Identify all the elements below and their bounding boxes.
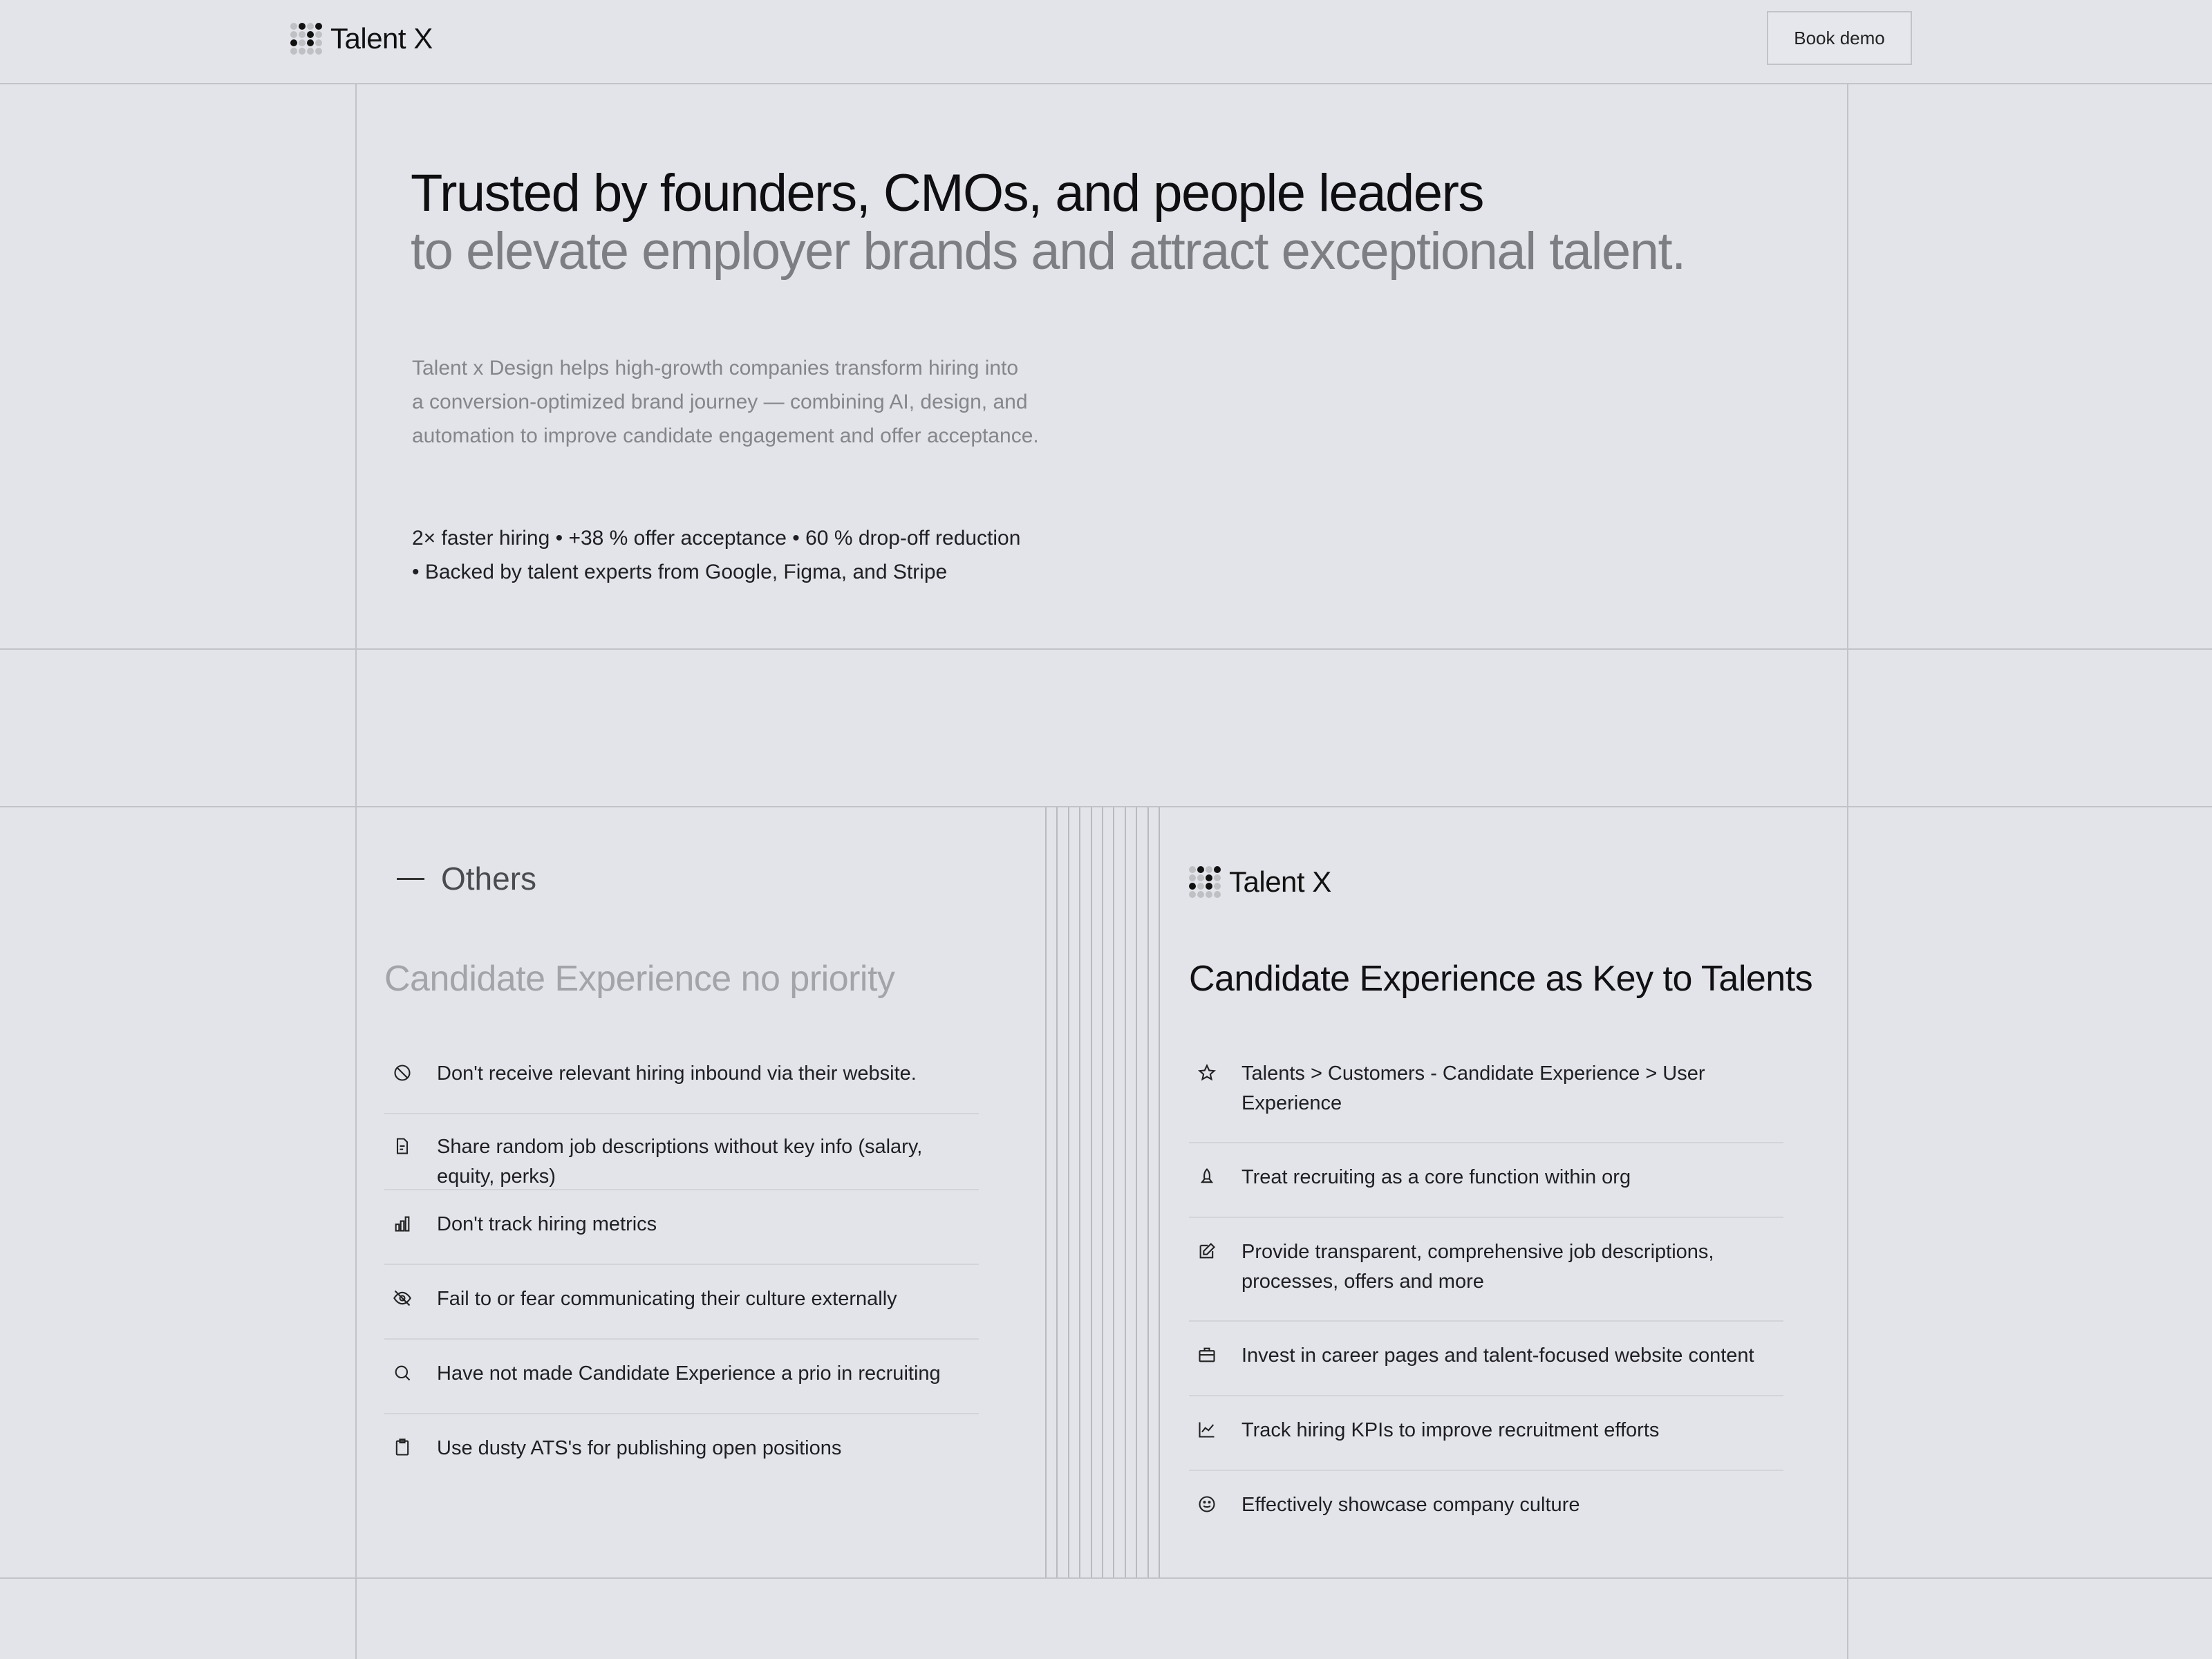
brand-logo[interactable]	[290, 22, 433, 55]
briefcase-icon	[1189, 1341, 1241, 1365]
ban-icon	[384, 1059, 437, 1082]
hero-stats-line1: 2× faster hiring • +38 % offer acceptance • 60 % drop-off reduction	[412, 527, 1021, 550]
logo-mark-icon	[290, 23, 322, 55]
header-divider	[0, 83, 2212, 84]
hero-title-line2: to elevate employer brands and attract exceptional talent.	[411, 222, 1685, 281]
talentx-title: Candidate Experience as Key to Talents	[1189, 959, 1813, 999]
line-chart-icon	[1189, 1416, 1241, 1439]
brand-name: Talent X	[330, 22, 433, 55]
eye-off-icon	[384, 1284, 437, 1308]
list-item	[384, 1340, 979, 1414]
hero-title	[411, 165, 1685, 281]
list-item-text: Track hiring KPIs to improve recruitment efforts	[1241, 1419, 1660, 1441]
list-item-text: Effectively showcase company culture	[1241, 1494, 1580, 1516]
others-label-text: Others	[441, 861, 537, 897]
list-item	[1189, 1143, 1783, 1218]
bar-chart-icon	[384, 1210, 437, 1233]
search-icon	[384, 1359, 437, 1382]
hero-lead-line3: automation to improve candidate engagement and offer acceptance.	[412, 424, 1039, 447]
hero-title-line1: Trusted by founders, CMOs, and people leaders	[411, 164, 1483, 223]
list-item-text: Have not made Candidate Experience a prio in recruiting	[437, 1362, 941, 1385]
list-item-text: Provide transparent, comprehensive job descriptions, processes, offers and more	[1241, 1241, 1714, 1293]
grid-line-right	[1847, 83, 1848, 1659]
list-item	[384, 1114, 979, 1190]
grid-line-left	[355, 83, 357, 1659]
edit-icon	[1189, 1237, 1241, 1261]
smile-icon	[1189, 1490, 1241, 1514]
file-text-icon	[384, 1132, 437, 1156]
list-item	[384, 1190, 979, 1265]
hero-stats-line2: • Backed by talent experts from Google, Figma, and Stripe	[412, 561, 948, 583]
list-item	[1189, 1218, 1783, 1322]
hero-lead-line1: Talent x Design helps high-growth companies transform hiring into	[412, 357, 1019, 379]
hero-lead-line2: a conversion-optimized brand journey — combining AI, design, and	[412, 391, 1028, 413]
list-item	[1189, 1396, 1783, 1471]
others-title: Candidate Experience no priority	[384, 959, 895, 999]
others-label	[397, 860, 536, 897]
talentx-list	[1189, 1059, 1783, 1546]
list-item	[384, 1059, 979, 1114]
compare-bottom-divider	[0, 1577, 2212, 1579]
list-item-text: Use dusty ATS's for publishing open positions	[437, 1437, 842, 1459]
list-item	[1189, 1471, 1783, 1546]
clipboard-icon	[384, 1434, 437, 1457]
list-item-text: Fail to or fear communicating their culture externally	[437, 1288, 897, 1310]
list-item-text: Invest in career pages and talent-focused website content	[1241, 1344, 1754, 1367]
dash-icon	[397, 878, 424, 880]
talentx-brand-name: Talent X	[1229, 865, 1331, 898]
list-item-text: Don't receive relevant hiring inbound via their website.	[437, 1062, 917, 1085]
list-item-text: Treat recruiting as a core function within org	[1241, 1166, 1631, 1188]
list-item	[1189, 1322, 1783, 1396]
rocket-icon	[1189, 1163, 1241, 1186]
star-icon	[1189, 1059, 1241, 1082]
list-item-text: Talents > Customers - Candidate Experience > User Experience	[1241, 1062, 1705, 1114]
hero-stats	[412, 521, 1172, 589]
logo-mark-icon	[1189, 866, 1221, 898]
list-item	[384, 1414, 979, 1489]
list-item-text: Don't track hiring metrics	[437, 1213, 657, 1235]
list-item-text: Share random job descriptions without key info (salary, equity, perks)	[437, 1136, 923, 1188]
talentx-logo	[1189, 865, 1331, 899]
others-list	[384, 1059, 979, 1489]
list-item	[1189, 1059, 1783, 1143]
column-separator-stripes	[1045, 807, 1160, 1577]
hero-lead	[412, 351, 1117, 453]
hero-divider	[0, 648, 2212, 650]
book-demo-button[interactable]: Book demo	[1767, 11, 1912, 65]
list-item	[384, 1265, 979, 1340]
